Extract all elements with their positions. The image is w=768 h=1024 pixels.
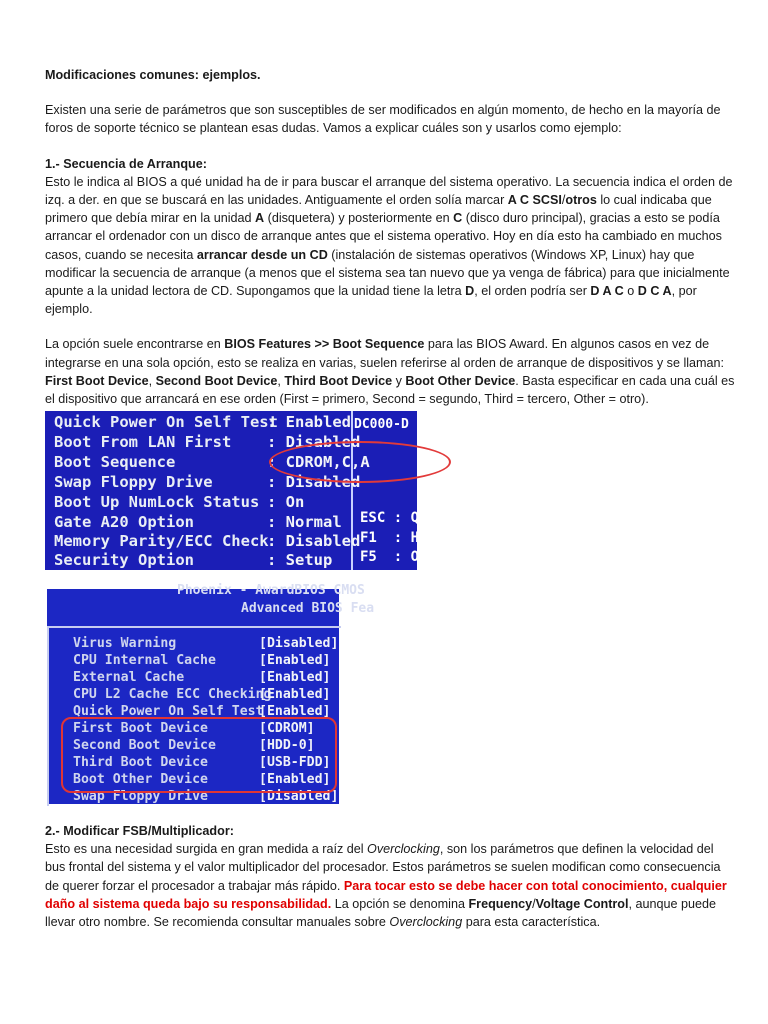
bold-run: A [255, 211, 265, 226]
bold-run: arrancar desde un CD [196, 247, 328, 262]
bios-row-label: Boot Other Device [73, 772, 208, 787]
bold-run: First Boot Device [45, 373, 149, 388]
bios-row-label: Security Option [54, 551, 194, 569]
bold-run: Frequency [468, 896, 533, 911]
bios-row-value: [Enabled] [259, 704, 331, 719]
text-run: Esto le indica al BIOS a qué unidad ha de ir para buscar el arranque del sistema operativo. La secuencia indica el orden de izq. a der. en que se buscará en las unidades. Antiguamente el orden solía marcar [45, 174, 733, 208]
bios-row-value: [CDROM] [259, 721, 315, 736]
bold-run: Boot Other Device [405, 373, 516, 388]
text-run: / [561, 193, 566, 208]
bold-run: Voltage Control [535, 896, 629, 911]
bold-run: D C A [637, 284, 672, 299]
section2-body [45, 822, 735, 931]
bios-row-value: : Normal [267, 513, 342, 531]
bios-header-code: DC000-D [354, 417, 409, 432]
section2-title: 2.- Modificar FSB/Multiplicador: [45, 824, 234, 838]
bios-row-label: CPU L2 Cache ECC Checking [73, 687, 272, 702]
text-run: y [392, 373, 406, 388]
bold-run: A C SCSI [507, 193, 562, 208]
text-run: , [148, 373, 156, 388]
bios-screenshot-boot-devices [47, 583, 375, 804]
bios-row-label: Boot From LAN First [54, 433, 232, 451]
bios-row-value: [Disabled] [259, 789, 339, 804]
bios-row-label: Gate A20 Option [54, 513, 194, 531]
bios-row-value: [Enabled] [259, 687, 331, 702]
bios-screenshot-boot-sequence [45, 411, 420, 570]
bios-row-label: Virus Warning [73, 636, 177, 651]
bios-row-value: [Enabled] [259, 653, 331, 668]
text-run: . Basta especificar en cada una cuál es el dispositivo que arrancará en ese orden (First = primero, Second = segundo, Third = tercero, Other = otro). [45, 373, 735, 407]
italic-run: Overclocking [367, 842, 440, 857]
bios-row-value: [USB-FDD] [259, 755, 331, 770]
bios-row-value: : Setup [267, 551, 333, 569]
bold-run: D [465, 284, 475, 299]
text-run: , el orden podría ser [474, 284, 591, 299]
bios-row-value: : Disabled [267, 433, 361, 451]
text-run: (disquetera) y posteriormente en [264, 211, 454, 226]
bios-row-value: [Enabled] [259, 670, 331, 685]
text-run: para esta característica. [462, 915, 601, 930]
bios-row-value: : Enabled [267, 413, 351, 431]
bios-row-value: : On [267, 493, 305, 511]
bios-menu-title: Advanced BIOS Fea [241, 601, 375, 616]
bios-row-label: Swap Floppy Drive [73, 789, 208, 804]
bios-row-value: [HDD-0] [259, 738, 315, 753]
intro-paragraph: Existen una serie de parámetros que son susceptibles de ser modificados en algún momento, de hecho en la mayoría de foros de soporte técnico se plantean esas dudas. Vamos a explicar cuáles son y usarlos como ejemplo: [45, 103, 721, 136]
bios-key-hint: F1 : H [360, 530, 420, 546]
highlight-box [61, 717, 337, 793]
bios-row-label: Third Boot Device [73, 755, 208, 770]
text-run: para las BIOS Award. En algunos casos en vez de integrarse en una sola opción, esto se realiza en varias, suelen referirse al orden de arranque de dispositivos y se llaman: [45, 337, 725, 370]
bios-row-label: Quick Power On Self Test [54, 413, 278, 431]
bios-vendor-title: Phoenix - AwardBIOS CMOS [177, 583, 365, 598]
text-run: (disco duro principal), gracias a esto se podía arrancar el ordenador con un disco de arranque antes que el sistema operativo. Hoy en día esto ha cambiado en muchos casos, cuando se necesita [45, 211, 722, 262]
bold-run: Second Boot Device [155, 373, 278, 388]
warning-text: Para tocar esto se debe hacer con total conocimiento, cualquier daño al sistema queda bajo su responsabilidad. [45, 878, 727, 911]
text-run: o [623, 284, 638, 299]
text-run: , son los parámetros que definen la velocidad del bus frontal del sistema y el valor multiplicador del procesador. Estos parámetros se suelen modifican como consecuencia de querer forzar el procesador a trabajar más rápido. [45, 842, 721, 893]
text-run: , [277, 373, 285, 388]
text-run: / [532, 896, 536, 911]
text-run: La opción suele encontrarse en [45, 337, 225, 352]
section1-paragraph2 [45, 335, 735, 408]
bios-row-label: Boot Up NumLock Status [54, 493, 260, 511]
text-run: , por ejemplo. [45, 284, 697, 317]
bios-row-value: [Enabled] [259, 772, 331, 787]
bios-row-label: First Boot Device [73, 721, 208, 736]
bios-row-label: Boot Sequence [54, 453, 176, 471]
text-run: La opción se denomina [331, 896, 469, 911]
bios-row-label: Memory Parity/ECC Check [54, 532, 269, 550]
bios-row-label: CPU Internal Cache [73, 653, 216, 668]
bios-key-hint: F5 : O [360, 549, 420, 565]
text-run: Esto es una necesidad surgida en gran medida a raíz del [45, 842, 368, 857]
bold-run: Third Boot Device [284, 373, 393, 388]
bios-key-hint: ESC : Q [360, 510, 420, 526]
bios-row-label: External Cache [73, 670, 185, 685]
bold-run: D A C [590, 284, 624, 299]
bios-row-value: : Disabled [267, 532, 361, 550]
bios-row-value: [Disabled] [259, 636, 339, 651]
bold-run: BIOS Features >> Boot Sequence [224, 337, 425, 352]
document-body [45, 66, 735, 408]
text-run: lo cual indicaba que primero que debía mirar en la unidad [45, 193, 712, 226]
bios-row-value: : CDROM,C,A [267, 453, 370, 471]
bios-row-label: Swap Floppy Drive [54, 473, 213, 491]
bold-run: otros [565, 193, 597, 208]
bold-run: C [453, 211, 463, 226]
text-run: (instalación de sistemas operativos (Windows XP, Linux) hay que modificar la secuencia de arranque (a menos que el sistema sea tan nuevo que ya venga de fábrica) para que inicialmente apunte a la unidad lectora de CD. Supongamos que la unidad tiene la letra [45, 247, 730, 299]
italic-run: Overclocking [389, 915, 463, 930]
section1-paragraph1 [45, 173, 735, 319]
section2-paragraph [45, 840, 735, 931]
text-run: , aunque puede llevar otro nombre. Se recomienda consultar manuales sobre [45, 896, 717, 930]
bios-row-value: : Disabled [267, 473, 361, 491]
section1-title: 1.- Secuencia de Arranque: [45, 156, 207, 171]
page-heading: Modificaciones comunes: ejemplos. [45, 68, 261, 82]
bios-row-label: Quick Power On Self Test [73, 704, 264, 719]
highlight-oval [269, 441, 451, 483]
bios-row-label: Second Boot Device [73, 738, 216, 753]
